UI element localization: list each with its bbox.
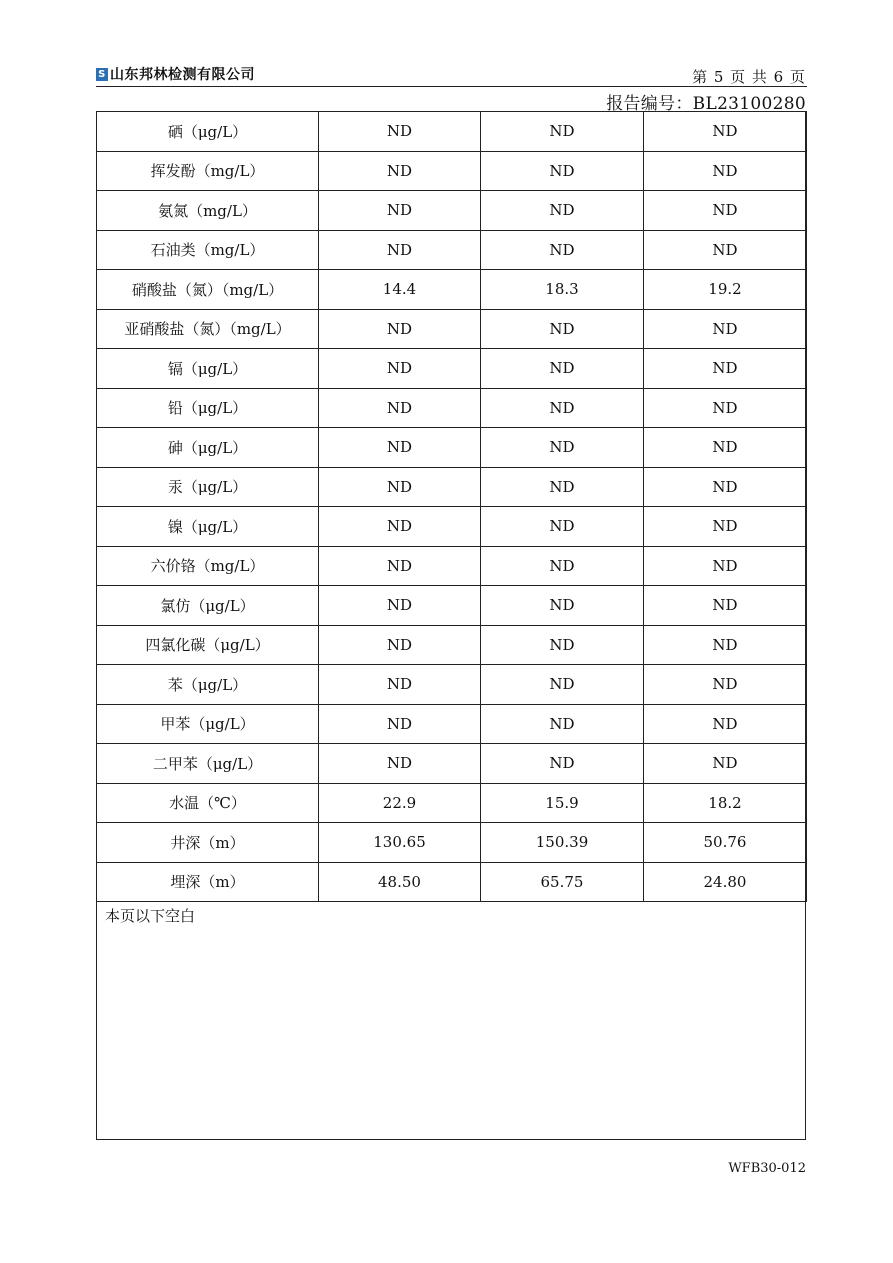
sample-value-cell: 48.50 [319, 862, 481, 902]
table-row [97, 388, 807, 428]
sample-value-cell: ND [644, 625, 807, 665]
page-indicator: 第 5 页 共 6 页 [692, 68, 806, 86]
parameter-cell: 硝酸盐（氮）（mg/L） [97, 270, 319, 310]
parameter-cell: 埋深（m） [97, 862, 319, 902]
table-row [97, 191, 807, 231]
sample-value-cell: ND [481, 625, 644, 665]
sample-value-cell: 130.65 [319, 823, 481, 863]
sample-value-cell: 15.9 [481, 783, 644, 823]
sample-value-cell: ND [644, 112, 807, 152]
parameter-cell: 水温（℃） [97, 783, 319, 823]
parameter-cell: 汞（μg/L） [97, 467, 319, 507]
table-row [97, 507, 807, 547]
table-row [97, 467, 807, 507]
parameter-cell: 四氯化碳（μg/L） [97, 625, 319, 665]
parameter-cell: 井深（m） [97, 823, 319, 863]
parameter-cell: 苯（μg/L） [97, 665, 319, 705]
table-row [97, 428, 807, 468]
table-row [97, 625, 807, 665]
sample-value-cell: ND [481, 507, 644, 547]
sample-value-cell: ND [644, 230, 807, 270]
sample-value-cell: ND [319, 625, 481, 665]
sample-value-cell: ND [481, 191, 644, 231]
sample-value-cell: ND [481, 388, 644, 428]
sample-value-cell: ND [319, 230, 481, 270]
parameter-cell: 甲苯（μg/L） [97, 704, 319, 744]
table-row [97, 546, 807, 586]
sample-value-cell: ND [481, 467, 644, 507]
company-header [96, 64, 255, 84]
sample-value-cell: ND [319, 704, 481, 744]
sample-value-cell: ND [481, 309, 644, 349]
sample-value-cell: ND [319, 546, 481, 586]
sample-value-cell: ND [644, 151, 807, 191]
parameter-cell: 铅（μg/L） [97, 388, 319, 428]
sample-value-cell: ND [481, 586, 644, 626]
sample-value-cell: 18.2 [644, 783, 807, 823]
table-row [97, 823, 807, 863]
table-row [97, 112, 807, 152]
parameter-cell: 石油类（mg/L） [97, 230, 319, 270]
table-row [97, 270, 807, 310]
sample-value-cell: ND [481, 428, 644, 468]
parameter-cell: 镉（μg/L） [97, 349, 319, 389]
sample-value-cell: ND [481, 704, 644, 744]
report-number: 报告编号：BL23100280 [606, 94, 806, 114]
sample-value-cell: ND [319, 349, 481, 389]
sample-value-cell: 22.9 [319, 783, 481, 823]
sample-value-cell: ND [481, 151, 644, 191]
sample-value-cell: ND [319, 507, 481, 547]
footer-form-code: WFB30-012 [728, 1161, 806, 1176]
parameter-cell: 氨氮（mg/L） [97, 191, 319, 231]
sample-value-cell: ND [481, 744, 644, 784]
company-name: 山东邦林检测有限公司 [110, 67, 255, 83]
sample-value-cell: ND [481, 112, 644, 152]
table-row [97, 783, 807, 823]
sample-value-cell: ND [319, 428, 481, 468]
parameter-cell: 镍（μg/L） [97, 507, 319, 547]
sample-value-cell: ND [319, 665, 481, 705]
sample-value-cell: ND [481, 230, 644, 270]
sample-value-cell: ND [319, 388, 481, 428]
blank-page-note: 本页以下空白 [105, 907, 196, 925]
sample-value-cell: ND [644, 546, 807, 586]
table-row [97, 230, 807, 270]
sample-value-cell: 18.3 [481, 270, 644, 310]
sample-value-cell: ND [319, 191, 481, 231]
table-row [97, 151, 807, 191]
parameter-cell: 砷（μg/L） [97, 428, 319, 468]
sample-value-cell: 19.2 [644, 270, 807, 310]
sample-value-cell: ND [644, 349, 807, 389]
sample-value-cell: ND [319, 309, 481, 349]
table-row [97, 704, 807, 744]
sample-value-cell: ND [319, 151, 481, 191]
sample-value-cell: 14.4 [319, 270, 481, 310]
table-row [97, 665, 807, 705]
sample-value-cell: ND [644, 388, 807, 428]
parameter-cell: 六价铬（mg/L） [97, 546, 319, 586]
sample-value-cell: ND [644, 191, 807, 231]
sample-value-cell: ND [319, 112, 481, 152]
sample-value-cell: ND [319, 467, 481, 507]
sample-value-cell: ND [481, 546, 644, 586]
table-row [97, 586, 807, 626]
sample-value-cell: ND [644, 507, 807, 547]
sample-value-cell: ND [319, 586, 481, 626]
parameter-cell: 二甲苯（μg/L） [97, 744, 319, 784]
table-row [97, 349, 807, 389]
sample-value-cell: ND [644, 309, 807, 349]
parameter-cell: 挥发酚（mg/L） [97, 151, 319, 191]
sample-value-cell: ND [644, 467, 807, 507]
header-divider [96, 86, 807, 87]
sample-value-cell: 24.80 [644, 862, 807, 902]
parameter-cell: 氯仿（μg/L） [97, 586, 319, 626]
sample-value-cell: ND [644, 665, 807, 705]
sample-value-cell: 65.75 [481, 862, 644, 902]
table-row [97, 862, 807, 902]
company-logo-icon: S [96, 68, 108, 81]
sample-value-cell: 50.76 [644, 823, 807, 863]
sample-value-cell: ND [644, 586, 807, 626]
table-row [97, 309, 807, 349]
sample-value-cell: ND [644, 428, 807, 468]
results-table [96, 111, 807, 902]
sample-value-cell: ND [481, 349, 644, 389]
table-row [97, 744, 807, 784]
sample-value-cell: ND [644, 744, 807, 784]
sample-value-cell: ND [481, 665, 644, 705]
sample-value-cell: 150.39 [481, 823, 644, 863]
parameter-cell: 亚硝酸盐（氮）（mg/L） [97, 309, 319, 349]
sample-value-cell: ND [319, 744, 481, 784]
parameter-cell: 硒（μg/L） [97, 112, 319, 152]
sample-value-cell: ND [644, 704, 807, 744]
